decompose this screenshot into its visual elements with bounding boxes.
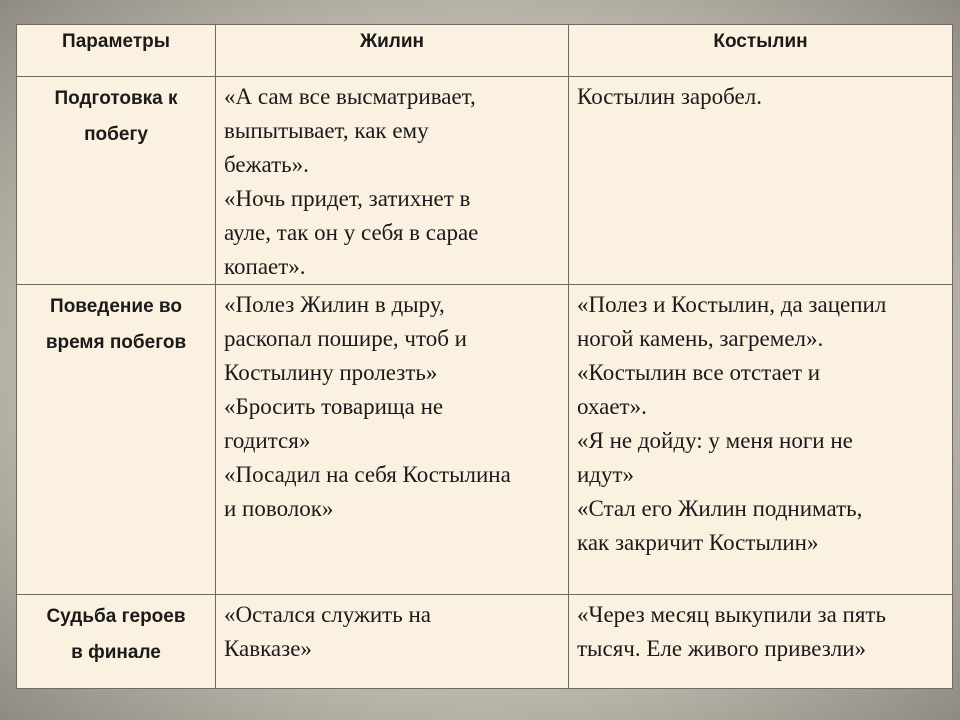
quote-line: копает».	[224, 254, 306, 279]
param-line: в финале	[71, 642, 161, 663]
kostylin-cell	[569, 77, 953, 285]
param-line: Подготовка к	[54, 88, 178, 109]
quote-line: «Я не дойду: у меня ноги не	[577, 428, 853, 453]
quote-line: ногой камень, загремел».	[577, 326, 824, 351]
quote-line: «Посадил на себя Костылина	[224, 462, 511, 487]
kostylin-cell	[569, 285, 953, 595]
quote-line: Костылину пролезть»	[224, 360, 438, 385]
quote-line: «Остался служить на	[224, 602, 431, 627]
table-row	[17, 285, 953, 595]
quote-line: как закричит Костылин»	[577, 530, 819, 555]
quote-line: «Бросить товарища не	[224, 394, 444, 419]
table-row	[17, 595, 953, 689]
param-line: Поведение во	[50, 296, 182, 317]
quote-line: «Ночь придет, затихнет в	[224, 186, 471, 211]
quote-line: тысяч. Еле живого привезли»	[577, 636, 867, 661]
comparison-table-container	[16, 24, 952, 686]
param-cell	[17, 77, 216, 285]
quote-line: охает».	[577, 394, 647, 419]
header-row	[17, 25, 953, 77]
param-line: побегу	[84, 124, 148, 145]
quote-line: и поволок»	[224, 496, 334, 521]
quote-line: «Стал его Жилин поднимать,	[577, 496, 863, 521]
quote-line: идут»	[577, 462, 635, 487]
header-kostylin: Костылин	[569, 25, 953, 77]
quote-line: «Через месяц выкупили за пять	[577, 602, 886, 627]
quote-line: выпытывает, как ему	[224, 118, 429, 143]
quote-line: «Полез и Костылин, да зацепил	[577, 292, 887, 317]
header-parameters: Параметры	[17, 25, 216, 77]
quote-line: «Костылин все отстает и	[577, 360, 821, 385]
param-line: Судьба героев	[46, 606, 186, 627]
comparison-table	[16, 24, 953, 689]
quote-line: раскопал пошире, чтоб и	[224, 326, 467, 351]
zhilin-cell	[216, 285, 569, 595]
header-zhilin: Жилин	[216, 25, 569, 77]
zhilin-cell	[216, 77, 569, 285]
param-cell	[17, 595, 216, 689]
param-cell	[17, 285, 216, 595]
kostylin-cell	[569, 595, 953, 689]
param-line: время побегов	[45, 332, 187, 353]
zhilin-cell	[216, 595, 569, 689]
quote-line: ауле, так он у себя в сарае	[224, 220, 479, 245]
quote-line: годится»	[224, 428, 311, 453]
table-row	[17, 77, 953, 285]
quote-line: «Полез Жилин в дыру,	[224, 292, 445, 317]
quote-line: бежать».	[224, 152, 309, 177]
quote-line: «А сам все высматривает,	[224, 84, 476, 109]
quote-line: Кавказе»	[224, 636, 312, 661]
quote-line: Костылин заробел.	[577, 84, 762, 109]
